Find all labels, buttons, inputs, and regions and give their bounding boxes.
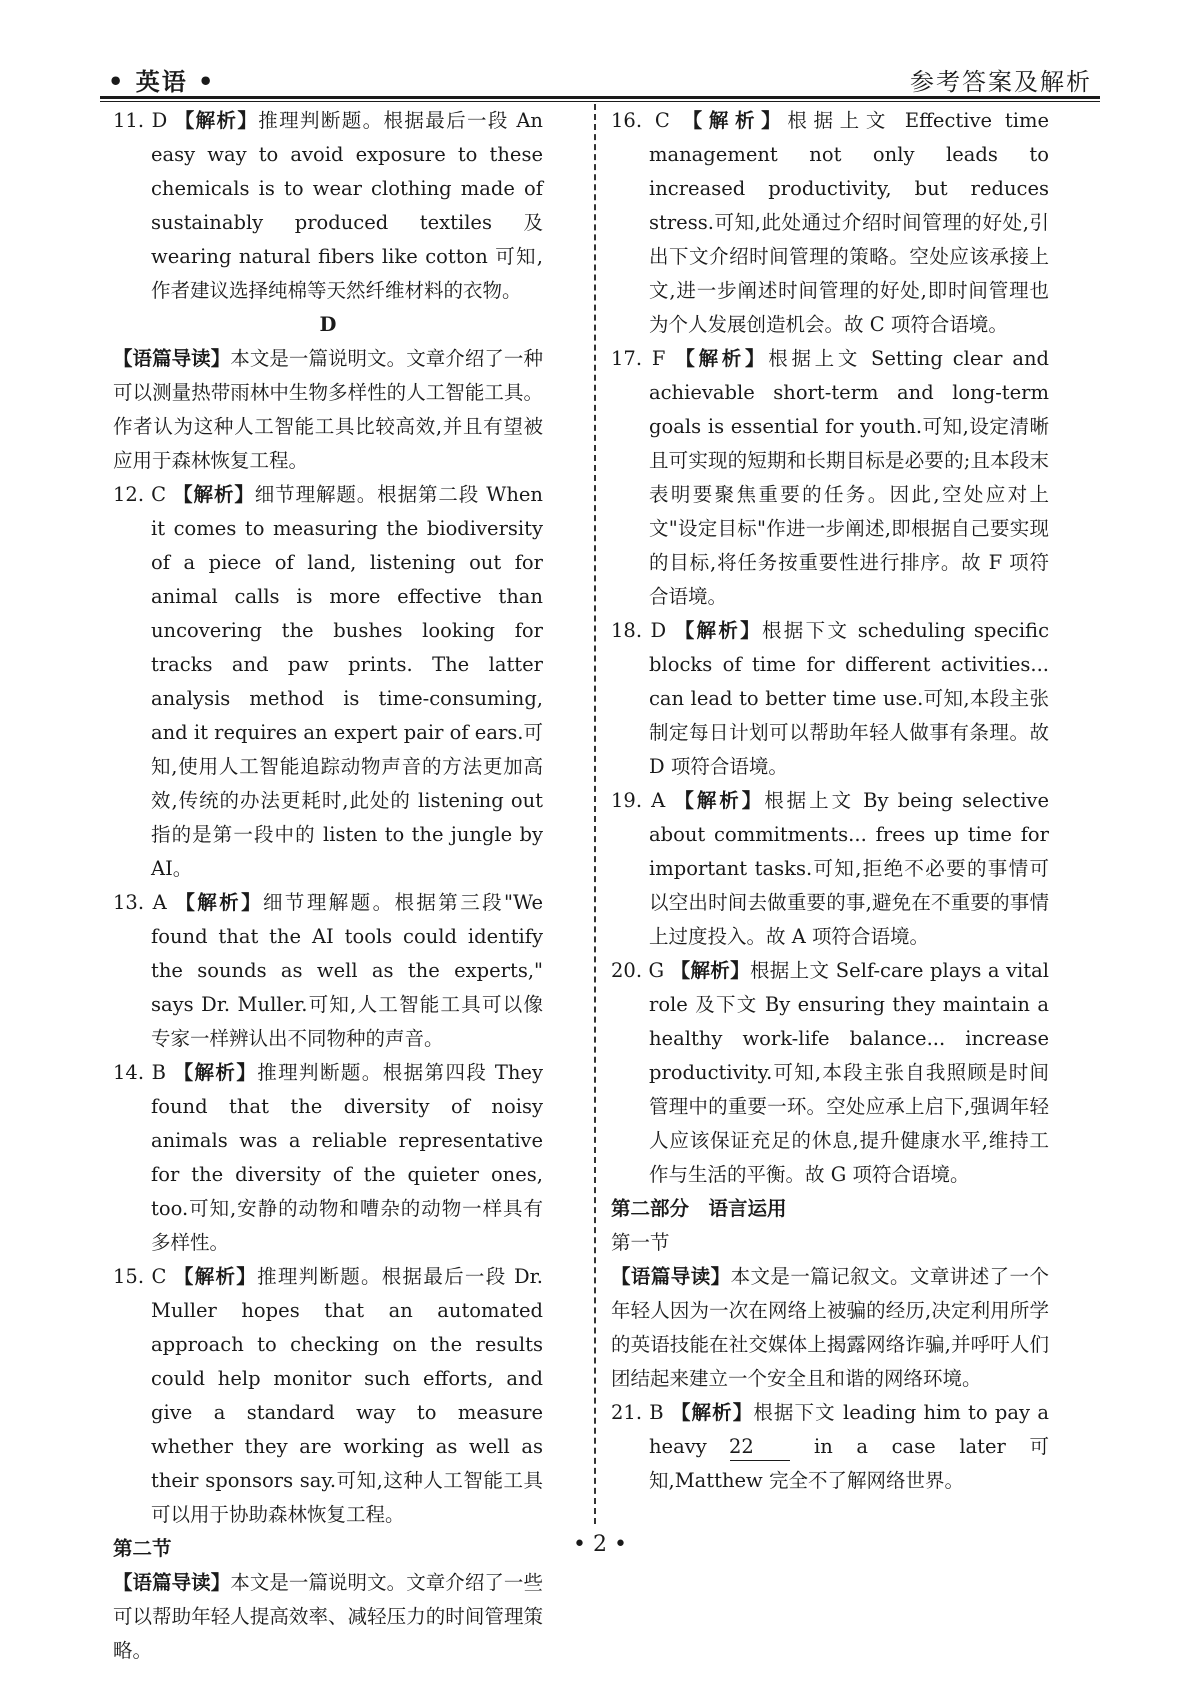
answer-item-11 — [113, 104, 543, 308]
answer-item-14 — [113, 1056, 543, 1260]
answer-item-16 — [611, 104, 1049, 342]
answer-item-21 — [611, 1396, 1049, 1498]
answer-number: 15. C — [113, 1265, 167, 1288]
guide-text: 本文是一篇说明文。文章介绍了一些可以帮助年轻人提高效率、减轻压力的时间管理策略。 — [113, 1571, 543, 1662]
analysis-tag: 【解析】 — [175, 891, 263, 914]
analysis-tag: 【解析】 — [682, 109, 788, 132]
analysis-tag: 【解析】 — [670, 1401, 754, 1424]
guide-text: 本文是一篇说明文。文章介绍了一种可以测量热带雨林中生物多样性的人工智能工具。作者认为这种人工智能工具比较高效,并且有望被应用于森林恢复工程。 — [113, 347, 543, 472]
answer-item-13 — [113, 886, 543, 1056]
answer-item-15 — [113, 1260, 543, 1532]
page-header-title: 参考答案及解析 — [910, 68, 1092, 96]
analysis-tag: 【解析】 — [173, 1265, 258, 1288]
section-heading-2: 第二节 — [113, 1537, 172, 1560]
answer-number: 14. B — [113, 1061, 166, 1084]
answer-text: 根据上文 Setting clear and achievable short-term and long-term goals is essential for youth.可知,设定清晰且可实现的短期和长期目标是必要的;且本段末表明要聚焦重要的任务。因此,空处应对上文"设定目标"作进一步阐述,即根据自己要实现的目标,将任务按重要性进行排序。故 F 项符合语境。 — [649, 347, 1049, 608]
answer-item-12 — [113, 478, 543, 886]
passage-guide-d — [113, 342, 543, 478]
answer-item-18 — [611, 614, 1049, 784]
answer-number: 18. D — [611, 619, 667, 642]
guide-text: 本文是一篇记叙文。文章讲述了一个年轻人因为一次在网络上被骗的经历,决定利用所学的英语技能在社交媒体上揭露网络诈骗,并呼吁人们团结起来建立一个安全且和谐的网络环境。 — [611, 1265, 1049, 1390]
part-heading-2: 第二部分 语言运用 — [611, 1197, 787, 1220]
analysis-tag: 【解析】 — [674, 619, 762, 642]
header-rule-thin — [100, 101, 1100, 102]
answer-item-20 — [611, 954, 1049, 1192]
answer-number: 20. G — [611, 959, 665, 982]
guide-tag: 【语篇导读】 — [113, 347, 231, 370]
answer-text: 根据上文 Self-care plays a vital role 及下文 By ensuring they maintain a healthy work-life balance... increase productivity.可知,本段主张自我照顾是时间管理中的重要一环。空处应承上启下,强调年轻人应该保证充足的休息,提升健康水平,维持工作与生活的平衡。故 G 项符合语境。 — [649, 959, 1049, 1186]
answer-number: 16. C — [611, 109, 670, 132]
answer-text: 根据上文 By being selective about commitments... frees up time for important tasks.可知,拒绝不必要的事情可以空出时间去做重要的事,避免在不重要的事情上过度投入。故 A 项符合语境。 — [649, 789, 1049, 948]
analysis-tag: 【解析】 — [675, 347, 769, 370]
analysis-tag: 【解析】 — [674, 789, 765, 812]
answer-text: 根据下文 scheduling specific blocks of time for different activities... can lead to better time use.可知,本段主张制定每日计划可以帮助年轻人做事有条理。故 D 项符合语境。 — [649, 619, 1049, 778]
answer-text: 推理判断题。根据最后一段 An easy way to avoid exposure to these chemicals is to wear clothing made of sustainably produced textiles 及 wearing natural fibers like cotton 可知,作者建议选择纯棉等天然纤维材料的衣物。 — [151, 109, 543, 302]
passage-guide-section-2 — [113, 1566, 543, 1668]
answer-text: 根据下文 leading him to pay a heavy — [649, 1401, 1049, 1458]
guide-tag: 【语篇导读】 — [113, 1571, 231, 1594]
answer-text: 细节理解题。根据第三段"We found that the AI tools could identify the sounds as well as the experts," says Dr. Muller.可知,人工智能工具可以像专家一样辨认出不同物种的声音。 — [151, 891, 544, 1050]
answer-text: 推理判断题。根据最后一段 Dr. Muller hopes that an automated approach to checking on the results could help monitor such efforts, and give a standard way to measure whether they are working as well as their sponsors say.可知,这种人工智能工具可以用于协助森林恢复工程。 — [151, 1265, 543, 1526]
answer-item-19 — [611, 784, 1049, 954]
header-rule — [100, 96, 1100, 99]
analysis-tag: 【解析】 — [174, 109, 259, 132]
answer-number: 11. D — [113, 109, 168, 132]
analysis-tag: 【解析】 — [670, 959, 750, 982]
answer-number: 12. C — [113, 483, 167, 506]
guide-tag: 【语篇导读】 — [611, 1265, 731, 1288]
blank-number: 22 — [730, 1434, 790, 1461]
answer-item-17 — [611, 342, 1049, 614]
answer-number: 19. A — [611, 789, 666, 812]
left-column — [113, 104, 543, 1668]
section-heading-1: 第一节 — [611, 1231, 670, 1254]
answer-number: 21. B — [611, 1401, 664, 1424]
answer-text-continued: in a case later 可知,Matthew 完全不了解网络世界。 — [649, 1435, 1049, 1492]
answer-text: 推理判断题。根据第四段 They found that the diversity of noisy animals was a reliable representative for the diversity of the quieter ones, too.可知,安静的动物和嘈杂的动物一样具有多样性。 — [151, 1061, 543, 1254]
answer-number: 17. F — [611, 347, 666, 370]
page-number: • 2 • — [573, 1532, 627, 1557]
analysis-tag: 【解析】 — [173, 1061, 258, 1084]
subject-label: • 英语 • — [108, 67, 216, 96]
section-heading-d: D — [319, 313, 337, 336]
right-column — [611, 104, 1049, 1498]
answer-text: 根据上文 Effective time management not only leads to increased productivity, but reduces stress.可知,此处通过介绍时间管理的好处,引出下文介绍时间管理的策略。空处应该承接上文,进一步阐述时间管理的好处,即时间管理也为个人发展创造机会。故 C 项符合语境。 — [649, 109, 1049, 336]
answer-number: 13. A — [113, 891, 167, 914]
analysis-tag: 【解析】 — [173, 483, 255, 506]
passage-guide-section-1 — [611, 1260, 1049, 1396]
column-divider — [594, 104, 596, 1524]
answer-text: 细节理解题。根据第二段 When it comes to measuring the biodiversity of a piece of land, listening out for animal calls is more effective than uncovering the bushes looking for tracks and paw prints. The latter analysis method is time-consuming, and it requires an expert pair of ears.可知,使用人工智能追踪动物声音的方法更加高效,传统的办法更耗时,此处的 listening out 指的是第一段中的 listen to the jungle by AI。 — [151, 483, 543, 880]
